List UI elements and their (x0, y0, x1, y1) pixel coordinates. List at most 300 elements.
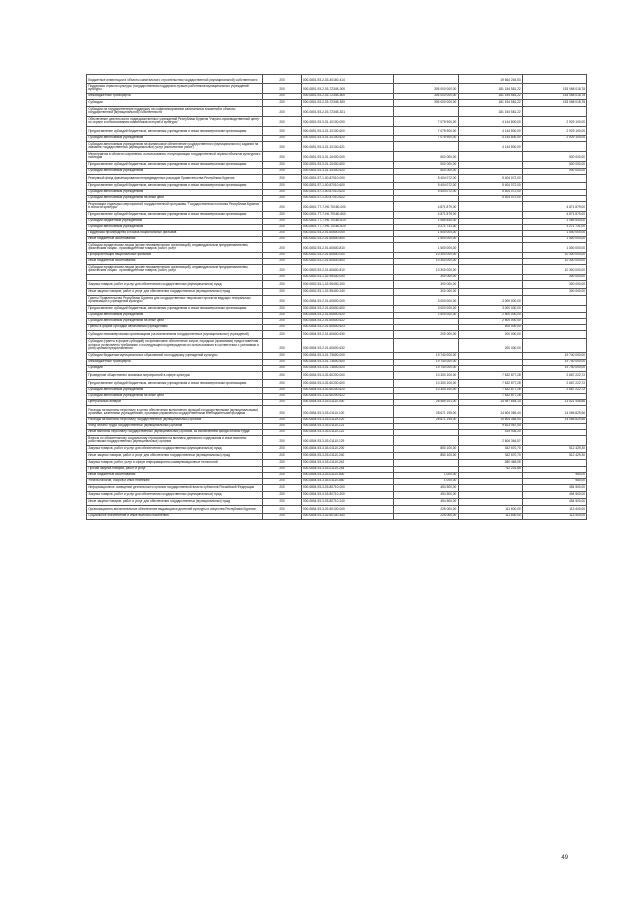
page-number: 49 (561, 855, 568, 861)
row-remaining-cell: 19 740 000,00 (522, 365, 586, 371)
row-kbk-cell: 000-0804-93-3-03-01110-121 (301, 423, 393, 429)
row-name-cell: Реализация отдельных мероприятий государственной программы "Государственная политика Республики Бурятия в области культуры" (87, 201, 263, 211)
row-approved-cell: 7 075 900,00 (394, 135, 458, 141)
row-code-cell: 200 (263, 417, 301, 423)
row-name-cell: Субсидии (гранты в форме субсидий) на финансовое обеспечение затрат, порядком (правилами) предоставления которых установлено требование о последующем подтверждении их использования в соответствии с условиями и (или) целями предоставления (87, 338, 263, 352)
row-executed-cell (458, 161, 522, 168)
row-code-cell: 200 (263, 258, 301, 264)
row-kbk-cell: 000-0801-93-2-03-7234Б-000 (301, 84, 393, 94)
row-name-cell: Иные закупки товаров, работ и услуг для обеспечения государственных (муниципальных) нужд (87, 452, 263, 459)
row-remaining-cell: 13 521 446,86 (522, 399, 586, 405)
row-kbk-cell: 000-0804-93-3-03-01110-850 (301, 478, 393, 484)
row-executed-cell: 14 604 365,44 (458, 405, 522, 417)
row-kbk-cell: 000-0804-93-3-03-01110-129 (301, 435, 393, 445)
row-name-cell: Поддержка отрасли культуры (государственная поддержка лучших работников муниципальных учреждений культуры (87, 84, 263, 94)
row-name-cell: Субсидии (87, 365, 263, 371)
row-remaining-cell: 454 500,00 (522, 491, 586, 498)
row-kbk-cell: 000-0801-97-1-00-87010-000 (301, 174, 393, 182)
row-executed-cell: 2 500 000,00 (458, 312, 522, 318)
row-approved-cell: 1 500 000,00 (394, 236, 458, 242)
row-approved-cell: 200 000,00 (394, 330, 458, 338)
row-kbk-cell: 000-0804-93-3-01-73600-520 (301, 365, 393, 371)
row-executed-cell (458, 498, 522, 505)
row-executed-cell: 4 144 800,00 (458, 116, 522, 126)
row-approved-cell: 19 740 000,00 (394, 352, 458, 359)
row-kbk-cell: 000-0801-93-3-01-10400-600 (301, 161, 393, 168)
table-row (87, 371, 587, 379)
row-name-cell: Расходы на выплаты персоналу в целях обеспечения выполнения функций государственными (муниципальными) органами, казенными учреждениями, органами управления государственными внебюджетными фондами (87, 405, 263, 417)
table-row (87, 305, 587, 312)
row-remaining-cell: 10 300 000,00 (522, 258, 586, 264)
row-code-cell: 200 (263, 280, 301, 288)
row-executed-cell: 9 813 087,04 (458, 423, 522, 429)
row-executed-cell (458, 242, 522, 252)
row-approved-cell (394, 459, 458, 466)
row-name-cell: Бюджетные инвестиции в объекты капитального строительства государственной (муниципальной) собственности (87, 75, 263, 84)
row-executed-cell: 5 404 072,00 (458, 189, 522, 195)
row-code-cell: 200 (263, 365, 301, 371)
row-name-cell: Обеспечение деятельности подведомственных учреждений Республики Бурятия "Научно-производственный центр по охране и использованию памятников истории и культуры" (87, 116, 263, 126)
row-approved-cell: 1 500 000,00 (394, 230, 458, 236)
row-name-cell: Иные бюджетные ассигнования (87, 472, 263, 478)
row-executed-cell: 2 500 000,00 (458, 318, 522, 324)
row-approved-cell (394, 435, 458, 445)
row-executed-cell (458, 211, 522, 218)
row-name-cell: Предоставление субсидий бюджетным, автономным учреждениям и иным некоммерческим организациям (87, 305, 263, 312)
row-remaining-cell: 2 929 100,00 (522, 126, 586, 135)
table-row (87, 242, 587, 252)
row-remaining-cell: 113 400,00 (522, 513, 586, 519)
row-kbk-cell: 000-0802-93-2-01-60600-800 (301, 236, 393, 242)
row-kbk-cell: 000-0804-93-2-01-60600-000 (301, 295, 393, 305)
row-approved-cell: 300 000,00 (394, 274, 458, 280)
row-code-cell: 200 (263, 459, 301, 466)
row-code-cell: 200 (263, 106, 301, 116)
row-remaining-cell: 3 271 731,00 (522, 224, 586, 230)
table-row (87, 484, 587, 491)
table-body (87, 75, 587, 520)
row-kbk-cell: 000-0801-93-3-01-10100-000 (301, 116, 393, 126)
row-approved-cell: 500 000,00 (394, 151, 458, 161)
row-approved-cell: 300 000,00 (394, 288, 458, 295)
table-row (87, 338, 587, 352)
row-approved-cell (394, 75, 458, 84)
row-remaining-cell (522, 459, 586, 466)
row-executed-cell: 7 632 877,28 (458, 387, 522, 393)
table-row (87, 99, 587, 106)
row-remaining-cell: 153 068 018,78 (522, 99, 586, 106)
row-remaining-cell: 1 500 000,00 (522, 236, 586, 242)
row-remaining-cell: 500 000,00 (522, 161, 586, 168)
row-name-cell: Иные закупки товаров, работ и услуг для обеспечения государственных (муниципальных) нужд (87, 288, 263, 295)
row-approved-cell (394, 106, 458, 116)
row-executed-cell: 342 670,70 (458, 452, 522, 459)
row-code-cell: 200 (263, 201, 301, 211)
row-kbk-cell: 000-0804-93-3-02-60200-622 (301, 393, 393, 399)
table-row (87, 379, 587, 387)
table-row (87, 330, 587, 338)
row-approved-cell: 5 404 072,00 (394, 182, 458, 189)
row-name-cell: Субсидии автономным учреждениям (87, 189, 263, 195)
row-code-cell: 200 (263, 318, 301, 324)
row-name-cell: Субсидии автономным учреждениям (87, 168, 263, 174)
row-kbk-cell: 000-0804-93-3-03-01110-100 (301, 405, 393, 417)
table-row (87, 126, 587, 135)
row-executed-cell: 342 670,70 (458, 445, 522, 452)
row-kbk-cell: 000-0804-93-3-02-60100-300 (301, 513, 393, 519)
row-executed-cell (458, 484, 522, 491)
row-name-cell: Уплата налогов, сборов и иных платежей (87, 478, 263, 484)
row-executed-cell (458, 201, 522, 211)
row-name-cell: Мероприятия в области сохранения, использования, популяризации государственной охраны объектов культурного наследия (87, 151, 263, 161)
table-row (87, 280, 587, 288)
row-executed-cell: 111 600,00 (458, 513, 522, 519)
row-approved-cell: 305 000 000,00 (394, 84, 458, 94)
row-approved-cell: 3 000 000,00 (394, 305, 458, 312)
table-row (87, 459, 587, 466)
row-code-cell: 200 (263, 116, 301, 126)
row-executed-cell: 4 144 800,00 (458, 141, 522, 151)
row-kbk-cell: 000-0804-93-3-02-60100-000 (301, 505, 393, 513)
row-kbk-cell: 000-0802-93-2-01-60600-810 (301, 264, 393, 274)
row-executed-cell: 62 201,65 (458, 466, 522, 472)
table-row (87, 513, 587, 519)
row-executed-cell: 5 404 072,00 (458, 174, 522, 182)
row-approved-cell: 850 100,00 (394, 452, 458, 459)
row-name-cell: Закупка товаров, работ, услуг в сфере информационно-коммуникационных технологий (87, 459, 263, 466)
row-kbk-cell: 000-0801-93-3-01-10400-000 (301, 151, 393, 161)
row-kbk-cell: 000-0804-93-3-02-60200-000 (301, 371, 393, 379)
row-kbk-cell: 000-0802-93-2-01-60600-000 (301, 252, 393, 258)
row-name-cell: Субсидии автономным учреждениям на иные цели (87, 393, 263, 399)
row-name-cell: Социальное обеспечение и иные выплаты населению (87, 513, 263, 519)
row-name-cell: Взносы по обязательному социальному страхованию на выплаты денежного содержания и иные выплаты работникам государственных (муниципальных) органов (87, 435, 263, 445)
row-code-cell: 200 (263, 491, 301, 498)
row-name-cell: Закупка товаров, работ и услуг для обеспечения государственных (муниципальных) нужд (87, 445, 263, 452)
row-code-cell: 200 (263, 305, 301, 312)
row-executed-cell (458, 280, 522, 288)
row-executed-cell (458, 288, 522, 295)
row-kbk-cell: 000-0804-93-3-03-01110-244 (301, 466, 393, 472)
row-name-cell: Закупка товаров, работ и услуг для обеспечения государственных (муниципальных) нужд (87, 491, 263, 498)
row-name-cell: Субсидии бюджетам муниципальных образований на поддержку учреждений культуры (87, 352, 263, 359)
row-executed-cell: 181 154 581,22 (458, 106, 522, 116)
budget-execution-table (86, 74, 587, 520)
row-code-cell: 200 (263, 151, 301, 161)
row-code-cell: 200 (263, 288, 301, 295)
row-name-cell: Расходы на выплаты персоналу государственных (муниципальных) органов (87, 417, 263, 423)
table-row (87, 151, 587, 161)
row-code-cell: 200 (263, 182, 301, 189)
row-name-cell: Центральный аппарат (87, 399, 263, 405)
table-row (87, 201, 587, 211)
row-name-cell: Субсидии автономным учреждениям на финансовое обеспечение государственного (муниципального) задания на оказание государственных (муниципальных) услуг (выполнение работ) (87, 141, 263, 151)
row-kbk-cell: 000-0804-93-3-03-80710-200 (301, 491, 393, 498)
row-remaining-cell (522, 106, 586, 116)
row-code-cell: 200 (263, 211, 301, 218)
row-code-cell: 200 (263, 295, 301, 305)
row-approved-cell: 1 089 540,00 (394, 218, 458, 224)
row-code-cell: 200 (263, 312, 301, 318)
table-row (87, 452, 587, 459)
row-remaining-cell: 19 740 000,00 (522, 352, 586, 359)
row-remaining-cell (522, 141, 586, 151)
row-name-cell: Закупка товаров, работ и услуг для обеспечения государственных (муниципальных) нужд (87, 280, 263, 288)
table-row (87, 264, 587, 274)
row-executed-cell: 5 404 072,00 (458, 195, 522, 201)
row-kbk-cell: 000-0804-93-3-01-73600-000 (301, 352, 393, 359)
row-name-cell: Фонд оплаты труда государственных (муниципальных) органов (87, 423, 263, 429)
row-code-cell: 200 (263, 161, 301, 168)
row-approved-cell: 500 000,00 (394, 161, 458, 168)
row-executed-cell: 280 469,05 (458, 459, 522, 466)
row-executed-cell: 200 000,00 (458, 330, 522, 338)
row-approved-cell: 1 500 000,00 (394, 242, 458, 252)
row-kbk-cell: 000-0801-Т7-7-Н0-Т0160-600 (301, 211, 393, 218)
row-kbk-cell: 000-0802-93-2-01-60600-810 (301, 242, 393, 252)
table-row (87, 106, 587, 116)
row-kbk-cell: 000-0801-Т7-7-Н0-Т0160-000 (301, 201, 393, 211)
row-name-cell: Иные бюджетные ассигнования (87, 236, 263, 242)
row-approved-cell: 3 000 000,00 (394, 295, 458, 305)
row-remaining-cell: 980,00 (522, 472, 586, 478)
row-kbk-cell: 000-0804-93-3-03-01110-800 (301, 472, 393, 478)
row-remaining-cell: 512 429,30 (522, 445, 586, 452)
row-remaining-cell: 300 000,00 (522, 274, 586, 280)
row-kbk-cell: 000-0801-93-3-01-10100-620 (301, 135, 393, 141)
row-code-cell: 200 (263, 75, 301, 84)
row-code-cell: 200 (263, 352, 301, 359)
row-name-cell: Поддержка производства и показа национальных фильмов (87, 230, 263, 236)
row-name-cell: Предоставление субсидий бюджетным, автономным учреждениям и иным некоммерческим организациям (87, 126, 263, 135)
row-executed-cell: 19 664 264,53 (458, 75, 522, 84)
row-name-cell: Субсидии некоммерческим организациям (за исключением государственных (муниципальных) учреждений) (87, 330, 263, 338)
row-kbk-cell: 000-0804-93-2-01-60600-632 (301, 338, 393, 352)
row-approved-cell: 19 740 000,00 (394, 365, 458, 371)
row-executed-cell: 200 000,00 (458, 338, 522, 352)
row-executed-cell: 14 947 654,14 (458, 399, 522, 405)
row-kbk-cell: 000-0804-93-3-03-01110-242 (301, 459, 393, 466)
row-code-cell: 200 (263, 126, 301, 135)
row-name-cell: Предоставление субсидий бюджетным, автономным учреждениям и иным некоммерческим организациям (87, 211, 263, 218)
row-executed-cell: 3 000 000,00 (458, 305, 522, 312)
row-code-cell: 200 (263, 195, 301, 201)
row-remaining-cell (522, 338, 586, 352)
row-code-cell: 200 (263, 264, 301, 274)
row-name-cell: Субсидии (87, 99, 263, 106)
table-row (87, 505, 587, 513)
row-kbk-cell: 000-0804-93-2-01-60600-600 (301, 305, 393, 312)
row-remaining-cell (522, 305, 586, 312)
row-kbk-cell: 000-0801-97-1-00-87010-600 (301, 182, 393, 189)
row-code-cell: 200 (263, 338, 301, 352)
row-approved-cell: 5 404 072,00 (394, 174, 458, 182)
row-executed-cell: 2 606 364,57 (458, 435, 522, 445)
row-name-cell: Прочая закупка товаров, работ и услуг (87, 466, 263, 472)
row-remaining-cell: 500 000,00 (522, 168, 586, 174)
row-code-cell: 200 (263, 452, 301, 459)
table-row (87, 161, 587, 168)
row-name-cell: Межбюджетные трансферты (87, 93, 263, 99)
row-kbk-cell: 000-0804-93-3-03-01110-120 (301, 417, 393, 423)
row-remaining-cell: 2 667 222,72 (522, 371, 586, 379)
row-executed-cell: 5 404 072,00 (458, 182, 522, 189)
row-approved-cell: 19 740 000,00 (394, 359, 458, 365)
row-kbk-cell: 000-0802-93-1-02-95400-200 (301, 280, 393, 288)
row-approved-cell: 5 404 072,00 (394, 189, 458, 195)
row-remaining-cell: 153 068 018,78 (522, 93, 586, 99)
table-row (87, 295, 587, 305)
row-approved-cell: 454 500,00 (394, 498, 458, 505)
row-kbk-cell: 000-0801-93-2-03-7234Б-500 (301, 93, 393, 99)
row-kbk-cell: 000-0802-93-2-01-60600-800 (301, 258, 393, 264)
row-kbk-cell: 000-0802-93-2-01-60600-000 (301, 230, 393, 236)
row-name-cell: Иные выплаты персоналу государственных (муниципальных) органов, за исключением фонда оплаты труда (87, 429, 263, 435)
row-approved-cell: 10 300 100,00 (394, 371, 458, 379)
row-code-cell: 200 (263, 230, 301, 236)
row-name-cell: Субсидии автономным учреждениям на иные цели (87, 195, 263, 201)
row-remaining-cell: 14 066 829,56 (522, 405, 586, 417)
row-kbk-cell: 000-0801-Т7-7-Н0-Т0160-620 (301, 224, 393, 230)
row-executed-cell (458, 352, 522, 359)
row-name-cell: Субсидии автономным учреждениям (87, 135, 263, 141)
table-row (87, 352, 587, 359)
row-kbk-cell: 000-0801-93-3-01-10400-620 (301, 168, 393, 174)
row-executed-cell: 7 632 877,28 (458, 371, 522, 379)
row-executed-cell (458, 264, 522, 274)
row-approved-cell: 500 000,00 (394, 168, 458, 174)
row-kbk-cell: 000-0804-93-3-02-60200-600 (301, 379, 393, 387)
row-code-cell: 200 (263, 141, 301, 151)
row-remaining-cell: 500 000,00 (522, 151, 586, 161)
row-kbk-cell: 000-0802-93-1-02-95400-240 (301, 288, 393, 295)
row-remaining-cell: 2 667 222,72 (522, 387, 586, 393)
row-executed-cell: 3 000 000,00 (458, 295, 522, 305)
row-remaining-cell: 10 300 000,00 (522, 264, 586, 274)
row-code-cell: 200 (263, 423, 301, 429)
row-remaining-cell: 14 066 829,56 (522, 417, 586, 423)
row-name-cell: Гранты Правительства Республики Бурятия для государственных творческих проектов ведущих театральных организаций и учреждений культуры (87, 295, 263, 305)
row-executed-cell: 181 154 581,22 (458, 84, 522, 94)
table-row (87, 182, 587, 189)
row-kbk-cell: 000-0801-93-2-03-7234Б-521 (301, 106, 393, 116)
row-remaining-cell: 300 000,00 (522, 280, 586, 288)
row-kbk-cell: 000-0801-93-2-03-40160-414 (301, 75, 393, 84)
row-code-cell: 200 (263, 174, 301, 182)
row-executed-cell: 4 144 800,00 (458, 135, 522, 141)
row-code-cell: 200 (263, 371, 301, 379)
row-remaining-cell: 512 429,30 (522, 452, 586, 459)
row-remaining-cell: 1 500 000,00 (522, 230, 586, 236)
row-code-cell: 200 (263, 224, 301, 230)
row-name-cell: Предоставление субсидий бюджетным, автономным учреждениям и иным некоммерческим организациям (87, 182, 263, 189)
row-code-cell: 200 (263, 359, 301, 365)
row-code-cell: 200 (263, 252, 301, 258)
row-remaining-cell: 4 871 879,00 (522, 201, 586, 211)
row-code-cell: 200 (263, 274, 301, 280)
row-code-cell: 200 (263, 472, 301, 478)
row-approved-cell: 28 671 195,00 (394, 417, 458, 423)
table-row (87, 445, 587, 452)
row-remaining-cell: 1 500 000,00 (522, 242, 586, 252)
row-code-cell: 200 (263, 93, 301, 99)
row-code-cell: 200 (263, 189, 301, 195)
row-name-cell: Иные закупки товаров, работ и услуг для обеспечения государственных (муниципальных) нужд (87, 498, 263, 505)
row-remaining-cell: 454 500,00 (522, 498, 586, 505)
table-row (87, 498, 587, 505)
table-row (87, 75, 587, 84)
row-name-cell: Субсидии на государственную поддержку на софинансирование капитальных вложений в объекты государственной (муниципальной) собственности (87, 106, 263, 116)
row-code-cell: 200 (263, 242, 301, 252)
row-code-cell: 200 (263, 236, 301, 242)
row-approved-cell: 10 300 000,00 (394, 264, 458, 274)
row-code-cell: 200 (263, 393, 301, 399)
row-code-cell: 200 (263, 218, 301, 224)
row-approved-cell: 225 000,00 (394, 513, 458, 519)
row-kbk-cell: 000-0804-93-3-03-01110-200 (301, 445, 393, 452)
row-kbk-cell: 000-0804-93-3-03-01110-122 (301, 429, 393, 435)
row-executed-cell: 400 000,00 (458, 324, 522, 330)
row-remaining-cell: 19 740 000,00 (522, 359, 586, 365)
row-remaining-cell: 153 068 018,78 (522, 84, 586, 94)
table-row (87, 141, 587, 151)
row-remaining-cell (522, 295, 586, 305)
row-code-cell: 200 (263, 505, 301, 513)
row-name-cell: Резервный фонд финансирования непредвиденных расходов Правительства Республики Бурятия (87, 174, 263, 182)
row-name-cell: Иные бюджетные ассигнования (87, 258, 263, 264)
row-code-cell: 200 (263, 429, 301, 435)
row-kbk-cell: 000-0804-93-2-01-60600-623 (301, 324, 393, 330)
row-approved-cell: 7 075 900,00 (394, 126, 458, 135)
row-name-cell: Гранты в форме субсидий автономным учреждениям (87, 324, 263, 330)
row-code-cell: 200 (263, 484, 301, 491)
row-kbk-cell: 000-0801-97-1-00-87010-620 (301, 189, 393, 195)
row-approved-cell: 305 000 000,00 (394, 93, 458, 99)
row-executed-cell: 181 154 581,22 (458, 99, 522, 106)
row-approved-cell: 454 500,00 (394, 491, 458, 498)
row-remaining-cell (522, 330, 586, 338)
row-name-cell: Субсидии автономным учреждениям (87, 387, 263, 393)
row-executed-cell: 14 604 365,44 (458, 417, 522, 423)
row-name-cell: Субсидии автономным учреждениям на иные цели (87, 318, 263, 324)
row-executed-cell: 7 632 877,28 (458, 393, 522, 399)
row-code-cell: 200 (263, 330, 301, 338)
row-remaining-cell: 2 929 100,00 (522, 116, 586, 126)
row-approved-cell: 7 075 900,00 (394, 116, 458, 126)
row-executed-cell: 7 632 877,28 (458, 379, 522, 387)
row-approved-cell: 4 871 879,00 (394, 201, 458, 211)
table-row (87, 174, 587, 182)
row-kbk-cell: 000-0804-93-3-03-80710-000 (301, 484, 393, 491)
row-approved-cell: 850 100,00 (394, 445, 458, 452)
row-kbk-cell: 000-0801-93-3-01-10100-600 (301, 126, 393, 135)
row-executed-cell (458, 491, 522, 498)
row-code-cell: 200 (263, 135, 301, 141)
row-kbk-cell: 000-0804-93-3-01-73600-500 (301, 359, 393, 365)
row-kbk-cell: 000-0804-93-3-03-01110-000 (301, 399, 393, 405)
table-row (87, 116, 587, 126)
row-remaining-cell: 300 000,00 (522, 288, 586, 295)
row-executed-cell: 419 935,20 (458, 429, 522, 435)
row-remaining-cell: 2 667 222,72 (522, 379, 586, 387)
row-name-cell: Субсидии автономным учреждениям (87, 224, 263, 230)
row-approved-cell: 305 000 000,00 (394, 99, 458, 106)
row-name-cell: Проведение общественно значимых мероприятий в сфере культуры (87, 371, 263, 379)
row-kbk-cell: 000-0804-93-2-01-60600-630 (301, 330, 393, 338)
row-kbk-cell: 000-0804-93-2-01-60600-622 (301, 318, 393, 324)
row-code-cell: 200 (263, 466, 301, 472)
row-name-cell: Субсидии бюджетным учреждениям (87, 218, 263, 224)
